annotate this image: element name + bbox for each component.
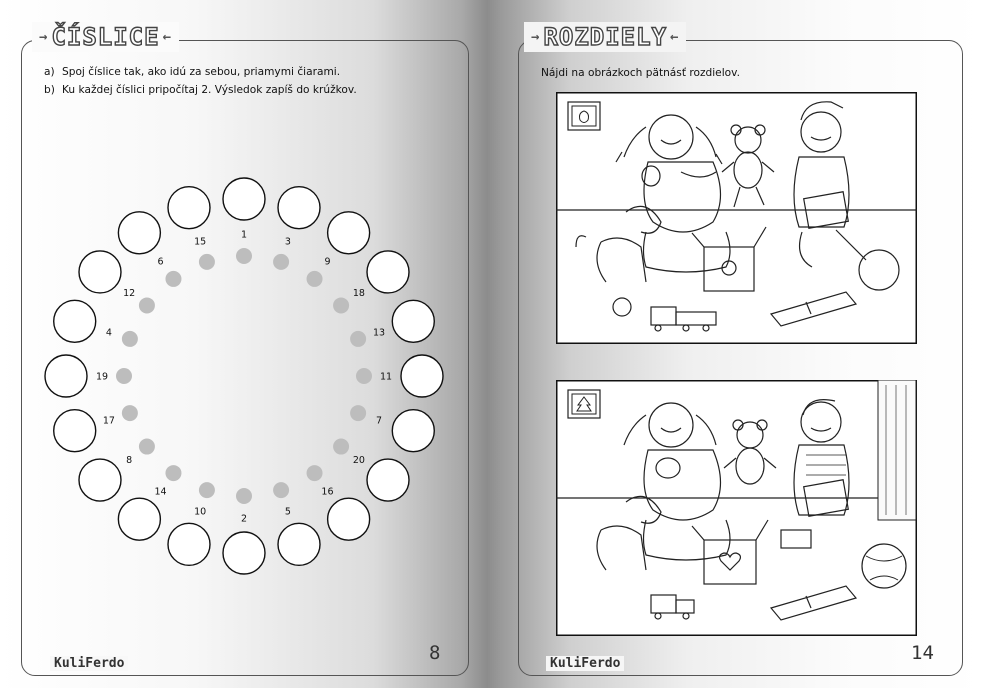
dot-number-label: 17 xyxy=(102,415,115,427)
left-page-title: → ČÍSLICE ← xyxy=(32,22,179,52)
right-footer-brand: KuliFerdo xyxy=(546,656,624,671)
number-dot xyxy=(350,405,366,421)
answer-circle[interactable] xyxy=(54,410,96,452)
dot-number-label: 14 xyxy=(154,486,167,498)
number-dot xyxy=(356,368,372,384)
left-footer-brand: KuliFerdo xyxy=(50,656,128,671)
answer-circle[interactable] xyxy=(328,212,370,254)
answer-circle[interactable] xyxy=(54,300,96,342)
answer-circle[interactable] xyxy=(328,498,370,540)
number-dot xyxy=(333,297,349,313)
left-title-text: ČÍSLICE xyxy=(51,23,160,51)
dot-number-label: 8 xyxy=(126,454,133,466)
right-page-title: → ROZDIELY ← xyxy=(524,22,686,52)
answer-circle[interactable] xyxy=(118,212,160,254)
difference-picture-1 xyxy=(556,92,917,344)
difference-picture-2 xyxy=(556,380,917,636)
dot-number-label: 20 xyxy=(352,454,365,466)
dot-number-label: 10 xyxy=(194,506,207,518)
number-dot xyxy=(333,439,349,455)
answer-circle[interactable] xyxy=(168,523,210,565)
answer-circle[interactable] xyxy=(367,251,409,293)
number-dot xyxy=(199,482,215,498)
answer-circle[interactable] xyxy=(223,178,265,220)
answer-circle[interactable] xyxy=(392,300,434,342)
number-dot xyxy=(273,482,289,498)
dot-number-label: 13 xyxy=(373,327,386,339)
instruction-b: b) Ku každej číslici pripočítaj 2. Výsledok zapíš do krúžkov. xyxy=(44,84,357,96)
dot-number-label: 19 xyxy=(95,371,109,383)
dot-number-label: 4 xyxy=(105,327,112,339)
number-dot xyxy=(139,297,155,313)
number-dot xyxy=(307,271,323,287)
answer-circle[interactable] xyxy=(45,355,87,397)
dot-number-label: 15 xyxy=(194,236,207,248)
dot-number-label: 6 xyxy=(157,256,164,268)
dot-number-label: 5 xyxy=(284,506,291,518)
answer-circle[interactable] xyxy=(79,251,121,293)
right-title-text: ROZDIELY xyxy=(543,23,668,51)
number-dot xyxy=(165,271,181,287)
dot-number-label: 12 xyxy=(123,288,136,300)
number-dot xyxy=(122,405,138,421)
right-page-number: 14 xyxy=(911,642,934,664)
number-dot xyxy=(350,331,366,347)
answer-circle[interactable] xyxy=(118,498,160,540)
answer-circle[interactable] xyxy=(223,532,265,574)
number-dot xyxy=(116,368,132,384)
number-dot xyxy=(199,254,215,270)
dot-number-label: 9 xyxy=(324,256,331,268)
number-dot xyxy=(236,488,252,504)
right-instruction: Nájdi na obrázkoch pätnásť rozdielov. xyxy=(541,67,740,79)
dot-number-label: 11 xyxy=(379,371,393,383)
answer-circle[interactable] xyxy=(168,187,210,229)
answer-circle[interactable] xyxy=(392,410,434,452)
number-circle-puzzle xyxy=(0,0,490,688)
dot-number-label: 1 xyxy=(240,229,248,241)
dot-number-label: 3 xyxy=(284,236,291,248)
answer-circle[interactable] xyxy=(367,459,409,501)
number-dot xyxy=(273,254,289,270)
dot-number-label: 16 xyxy=(321,486,334,498)
answer-circle[interactable] xyxy=(278,187,320,229)
number-dot xyxy=(307,465,323,481)
instruction-a: a) Spoj číslice tak, ako idú za sebou, priamymi čiarami. xyxy=(44,66,341,78)
left-page-number: 8 xyxy=(429,642,441,664)
number-dot xyxy=(236,248,252,264)
answer-circle[interactable] xyxy=(401,355,443,397)
answer-circle[interactable] xyxy=(278,523,320,565)
dot-number-label: 18 xyxy=(352,288,365,300)
number-dot xyxy=(165,465,181,481)
dot-number-label: 7 xyxy=(376,415,383,427)
number-dot xyxy=(139,439,155,455)
answer-circle[interactable] xyxy=(79,459,121,501)
dot-number-label: 2 xyxy=(240,513,248,525)
number-dot xyxy=(122,331,138,347)
